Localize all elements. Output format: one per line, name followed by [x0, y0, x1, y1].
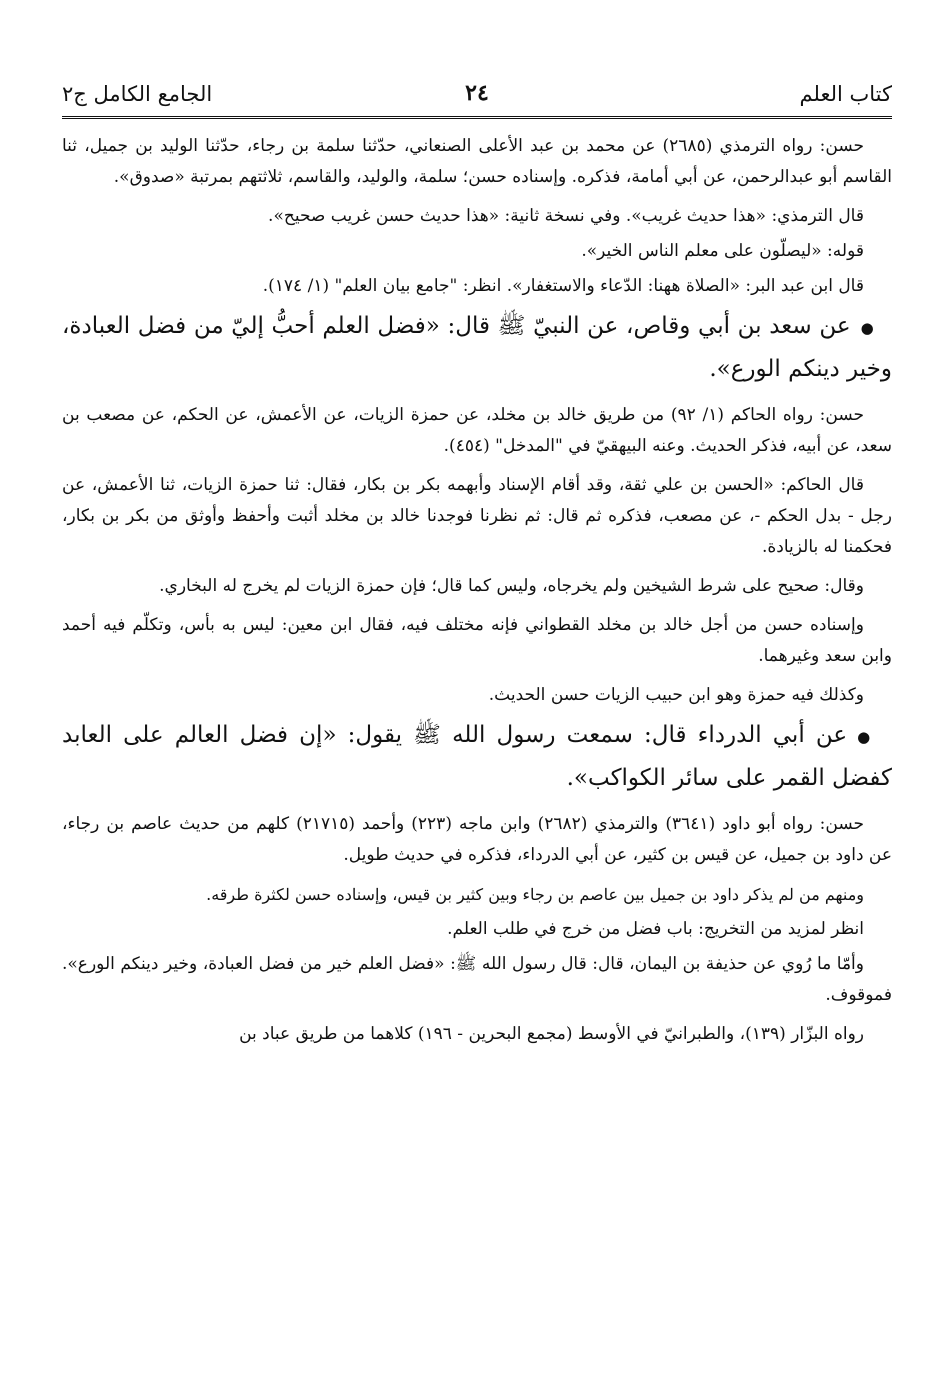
- hadith-paragraph: [62, 306, 892, 390]
- paragraph-note: رواه البزّار (١٣٩)، والطبرانيّ في الأوسط (مجمع البحرين - ١٩٦) كلاهما من طريق عباد بن: [239, 1024, 864, 1044]
- book-title: الجامع الكامل ج٢: [62, 82, 213, 106]
- paragraph-note: ومنهم من لم يذكر داود بن جميل بين عاصم بن رجاء وبين كثير بن قيس، وإسناده حسن لكثرة طرقه.: [206, 885, 864, 904]
- document-page: [62, 70, 892, 1370]
- paragraph-note: وقال: صحيح على شرط الشيخين ولم يخرجاه، وليس كما قال؛ فإن حمزة الزيات لم يخرج له البخاري.: [159, 576, 864, 596]
- hadith-paragraph: [62, 715, 892, 799]
- bullet-icon: ●: [860, 319, 874, 337]
- bullet-icon: ●: [857, 728, 874, 746]
- page-header: [62, 70, 892, 116]
- paragraph-note: وإسناده حسن من أجل خالد بن مخلد القطواني فإنه مختلف فيه، فقال ابن معين: ليس به بأس، وتكلّم فيه أحمد وابن سعد وغيرهما.: [62, 615, 892, 666]
- page-number: ٢٤: [465, 80, 489, 106]
- book-section-title: كتاب العلم: [799, 82, 892, 106]
- paragraph-note: حسن: رواه الترمذي (٢٦٨٥) عن محمد بن عبد الأعلى الصنعاني، حدّثنا سلمة بن رجاء، حدّثنا الوليد بن جميل، ثنا القاسم أبو عبدالرحمن، عن أبي أمامة، فذكره. وإسناده حسن؛ سلمة، والوليد، والقاسم، ثلاثتهم بمرتبة «صدوق».: [62, 136, 892, 187]
- paragraph-note: قوله: «ليصلّون على معلم الناس الخير».: [581, 241, 864, 261]
- paragraph-note: حسن: رواه أبو داود (٣٦٤١) والترمذي (٢٦٨٢) وابن ماجه (٢٢٣) وأحمد (٢١٧١٥) كلهم من حديث عاصم بن رجاء، عن داود بن جميل، عن قيس بن كثير، عن أبي الدرداء، فذكره في حديث طويل.: [62, 814, 892, 865]
- hadith-text: عن سعد بن أبي وقاص، عن النبيّ ﷺ قال: «فضل العلم أحبُّ إليّ من فضل العبادة، وخير دينكم الورع».: [62, 313, 892, 382]
- paragraph-note: قال الحاكم: «الحسن بن علي ثقة، وقد أقام الإسناد وأبهمه بكر بن بكار، فقال: ثنا حمزة الزيات، ثنا الأعمش، عن رجل - بدل الحكم -، عن مصعب، فذكره ثم قال: ثم نظرنا فوجدنا خالد بن مخلد أثبت وأحفظ وأوثق من بكر بن بكار، فحكمنا له بالزيادة.: [62, 475, 892, 557]
- page-body: [62, 131, 892, 1050]
- hadith-text: عن أبي الدرداء قال: سمعت رسول الله ﷺ يقول: «إن فضل العالم على العابد كفضل القمر على سائر الكواكب».: [62, 722, 892, 791]
- header-rule: [62, 116, 892, 119]
- paragraph-note: قال ابن عبد البر: «الصلاة ههنا: الدّعاء والاستغفار». انظر: "جامع بيان العلم" (١/ ١٧٤).: [262, 276, 864, 296]
- paragraph-note: انظر لمزيد من التخريج: باب فضل من خرج في طلب العلم.: [447, 919, 864, 939]
- paragraph-note: قال الترمذي: «هذا حديث غريب». وفي نسخة ثانية: «هذا حديث حسن غريب صحيح».: [268, 206, 864, 226]
- paragraph-note: وكذلك فيه حمزة وهو ابن حبيب الزيات حسن الحديث.: [488, 685, 864, 705]
- paragraph-note: وأمّا ما رُوي عن حذيفة بن اليمان، قال: قال رسول الله ﷺ: «فضل العلم خير من فضل العبادة، وخير دينكم الورع». فموقوف.: [62, 954, 892, 1005]
- paragraph-note: حسن: رواه الحاكم (١/ ٩٢) من طريق خالد بن مخلد، عن حمزة الزيات، عن الأعمش، عن الحكم، عن مصعب بن سعد، عن أبيه، فذكر الحديث. وعنه البيهقيّ في "المدخل" (٤٥٤).: [62, 405, 892, 456]
